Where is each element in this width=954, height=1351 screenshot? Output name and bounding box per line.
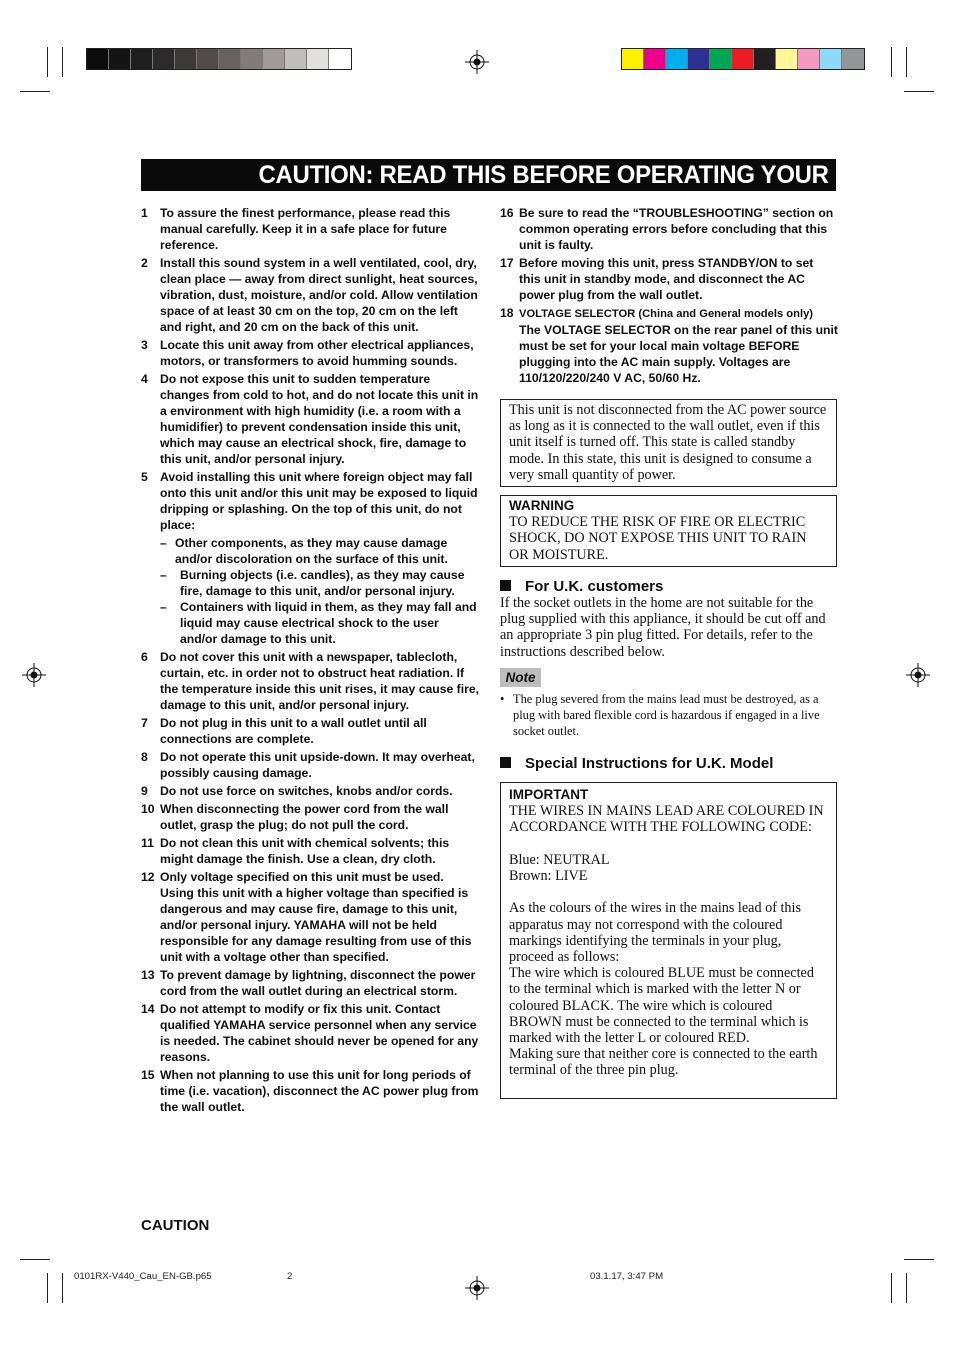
item-number: 8	[141, 750, 148, 764]
item-text: Install this sound system in a well ventilated, cool, dry, clean place — away from direct sunlight, heat sources, vibration, dust, moisture, and/or cold. Allow ventilation space of at least 30 cm on the top, 20 cm on the left and right, and 20 cm on the back of this unit.	[160, 256, 478, 334]
list-item	[141, 749, 479, 781]
sub-item-text: Containers with liquid in them, as they may fall and liquid may cause electrical shock to the user and/or damage to this unit.	[180, 600, 477, 646]
important-box	[500, 782, 837, 1099]
warning-heading: WARNING	[509, 498, 575, 513]
dash-bullet-icon: –	[160, 568, 167, 582]
slug-page-number: 2	[287, 1271, 293, 1282]
crop-mark	[891, 47, 892, 77]
list-item	[141, 967, 479, 999]
caution-list-left	[141, 205, 479, 1117]
item-number: 2	[141, 256, 148, 270]
uk-customers-text: If the socket outlets in the home are not suitable for the plug supplied with this appliance, it should be cut off and an appropriate 3 pin plug fitted. For details, refer to the instructions described below.	[500, 595, 826, 660]
sub-list-item	[160, 599, 479, 647]
color-swatch	[798, 49, 820, 69]
crop-mark	[906, 47, 907, 77]
item-text: Avoid installing this unit where foreign object may fall onto this unit and/or this unit may be exposed to liquid dripping or splashing. On the top of this unit, do not place:	[160, 470, 478, 532]
special-instructions-heading: Special Instructions for U.K. Model	[500, 755, 773, 772]
item-number: 10	[141, 802, 155, 816]
list-item	[141, 783, 479, 799]
warning-text: TO REDUCE THE RISK OF FIRE OR ELECTRIC SHOCK, DO NOT EXPOSE THIS UNIT TO RAIN OR MOISTURE.	[509, 514, 807, 563]
item-number: 3	[141, 338, 148, 352]
crop-mark	[62, 47, 63, 77]
list-item	[141, 371, 479, 467]
color-swatch	[710, 49, 732, 69]
list-item	[141, 1001, 479, 1065]
item-number: 7	[141, 716, 148, 730]
item-number: 1	[141, 206, 148, 220]
gray-swatch	[329, 49, 351, 69]
item-text: Only voltage specified on this unit must be used. Using this unit with a higher voltage than specified is dangerous and may cause fire, damage to this unit, and/or personal injury. YAMAHA will not be held responsible for any damage resulting from use of this unit with a voltage other than specified.	[160, 870, 472, 964]
item-number: 16	[500, 206, 514, 220]
list-item	[141, 649, 479, 713]
color-swatch	[732, 49, 754, 69]
item-text: Do not use force on switches, knobs and/or cords.	[160, 784, 453, 798]
list-item	[500, 205, 838, 253]
list-item	[141, 801, 479, 833]
gray-swatch	[153, 49, 175, 69]
item-text: To assure the finest performance, please read this manual carefully. Keep it in a safe place for future reference.	[160, 206, 451, 252]
gray-swatch	[219, 49, 241, 69]
warning-box	[500, 495, 837, 567]
sub-item-text: Burning objects (i.e. candles), as they may cause fire, damage to this unit, and/or personal injury.	[180, 568, 465, 598]
color-swatch	[688, 49, 710, 69]
item-text: Do not cover this unit with a newspaper, tablecloth, curtain, etc. in order not to obstruct heat radiation. If the temperature inside this unit rises, it may cause fire, damage to this unit, and/or personal injury.	[160, 650, 480, 712]
item-text: Do not plug in this unit to a wall outlet until all connections are complete.	[160, 716, 427, 746]
item-text: Do not attempt to modify or fix this unit. Contact qualified YAMAHA service personnel when any service is needed. The cabinet should never be opened for any reasons.	[160, 1002, 479, 1064]
crop-mark	[904, 1259, 934, 1260]
sub-item-text: Other components, as they may cause damage and/or discoloration on the surface of this unit.	[175, 536, 448, 566]
registration-mark-icon	[465, 1276, 489, 1300]
gray-swatch	[197, 49, 219, 69]
item-number: 9	[141, 784, 148, 798]
item-text: When disconnecting the power cord from the wall outlet, grasp the plug; do not pull the cord.	[160, 802, 449, 832]
uk-customers-heading: For U.K. customers	[500, 578, 663, 595]
gray-swatch	[285, 49, 307, 69]
gray-swatch	[109, 49, 131, 69]
item-number: 12	[141, 870, 155, 884]
item-number: 11	[141, 836, 154, 850]
list-item	[141, 835, 479, 867]
list-item	[141, 337, 479, 369]
gray-swatch	[87, 49, 109, 69]
crop-mark	[20, 91, 50, 92]
voltage-selector-text: The VOLTAGE SELECTOR on the rear panel of this unit must be set for your local main voltage BEFORE plugging into the AC main supply. Voltages are 110/120/220/240 V AC, 50/60 Hz.	[519, 323, 838, 385]
item-text: Do not clean this unit with chemical solvents; this might damage the finish. Use a clean, dry cloth.	[160, 836, 450, 866]
color-swatch	[842, 49, 864, 69]
color-swatch	[666, 49, 688, 69]
list-item	[141, 715, 479, 747]
crop-mark	[20, 1259, 50, 1260]
gray-swatch	[263, 49, 285, 69]
list-item	[141, 255, 479, 335]
item-text: Locate this unit away from other electrical appliances, motors, or transformers to avoid humming sounds.	[160, 338, 474, 368]
item-text: Do not expose this unit to sudden temperature changes from cold to hot, and do not locate this unit in a environment with high humidity (i.e. a room with a humidifier) to prevent condensation inside this unit, which may cause an electrical shock, fire, damage to this unit, and/or personal injury.	[160, 372, 479, 466]
sub-list-item	[160, 567, 479, 599]
important-para: The wire which is coloured BLUE must be connected to the terminal which is marked with the letter N or coloured BLACK. The wire which is coloured BROWN must be connected to the terminal which is marked with the letter L or coloured RED.	[509, 965, 814, 1047]
list-item	[141, 1067, 479, 1115]
list-item	[141, 205, 479, 253]
standby-notice-box: This unit is not disconnected from the AC power source as long as it is connected to the wall outlet, even if this unit itself is turned off. This state is called standby mode. In this state, this unit is designed to consume a very small quantity of power.	[500, 399, 837, 487]
registration-mark-icon	[906, 663, 930, 687]
item-text: Before moving this unit, press STANDBY/ON to set this unit in standby mode, and disconnect the AC power plug from the wall outlet.	[519, 256, 814, 302]
crop-mark	[904, 91, 934, 92]
crop-mark	[891, 1273, 892, 1303]
gray-swatch	[131, 49, 153, 69]
color-swatch	[754, 49, 776, 69]
bullet-icon: •	[500, 692, 505, 706]
item-text: Be sure to read the “TROUBLESHOOTING” section on common operating errors before concluding that this unit is faulty.	[519, 206, 834, 252]
color-swatch	[820, 49, 842, 69]
item-number: 18	[500, 306, 514, 320]
list-item	[141, 469, 479, 533]
sub-list-item	[160, 535, 479, 567]
voltage-selector-heading: VOLTAGE SELECTOR (China and General models only)	[519, 308, 814, 320]
registration-mark-icon	[465, 50, 489, 74]
registration-mark-icon	[22, 663, 46, 687]
color-swatch	[776, 49, 798, 69]
item-number: 14	[141, 1002, 155, 1016]
crop-mark	[47, 1273, 48, 1303]
item-text: To prevent damage by lightning, disconnect the power cord from the wall outlet during an electrical storm.	[160, 968, 476, 998]
grayscale-color-bar	[86, 48, 352, 70]
page-title: CAUTION: READ THIS BEFORE OPERATING YOUR UNIT.	[141, 159, 836, 191]
note-label: Note	[500, 668, 541, 687]
list-item	[141, 869, 479, 965]
square-bullet-icon	[500, 757, 511, 768]
item-text: When not planning to use this unit for long periods of time (i.e. vacation), disconnect the AC power plug from the wall outlet.	[160, 1068, 479, 1114]
item-number: 15	[141, 1068, 155, 1082]
item-number: 6	[141, 650, 148, 664]
footer-section-label: CAUTION	[141, 1217, 210, 1234]
slug-datetime: 03.1.17, 3:47 PM	[590, 1271, 664, 1282]
gray-swatch	[241, 49, 263, 69]
slug-filename: 0101RX-V440_Cau_EN-GB.p65	[74, 1271, 212, 1282]
color-swatch	[622, 49, 644, 69]
square-bullet-icon	[500, 580, 511, 591]
list-item	[500, 305, 838, 386]
important-heading: IMPORTANT	[509, 787, 589, 802]
note-text: • The plug severed from the mains lead must be destroyed, as a plug with bared flexible cord is hazardous if engaged in a live socket outlet.	[500, 692, 820, 738]
dash-bullet-icon: –	[160, 600, 167, 614]
item-text: Do not operate this unit upside-down. It may overheat, possibly causing damage.	[160, 750, 475, 780]
important-para: Making sure that neither core is connected to the earth terminal of the three pin plug.	[509, 1046, 818, 1079]
important-line: THE WIRES IN MAINS LEAD ARE COLOURED IN ACCORDANCE WITH THE FOLLOWING CODE:	[509, 803, 824, 836]
item-number: 4	[141, 372, 148, 386]
dash-bullet-icon: –	[160, 536, 167, 550]
item-number: 13	[141, 968, 155, 982]
wire-brown: Brown: LIVE	[509, 868, 588, 884]
list-item	[500, 255, 838, 303]
gray-swatch	[307, 49, 329, 69]
crop-mark	[906, 1273, 907, 1303]
item-number: 17	[500, 256, 514, 270]
process-color-bar	[621, 48, 865, 70]
important-para: As the colours of the wires in the mains lead of this apparatus may not correspond with the coloured markings identifying the terminals in your plug, proceed as follows:	[509, 900, 801, 965]
wire-blue: Blue: NEUTRAL	[509, 851, 610, 868]
color-swatch	[644, 49, 666, 69]
crop-mark	[47, 47, 48, 77]
caution-list-right	[500, 205, 838, 388]
item-number: 5	[141, 470, 148, 484]
crop-mark	[62, 1273, 63, 1303]
gray-swatch	[175, 49, 197, 69]
